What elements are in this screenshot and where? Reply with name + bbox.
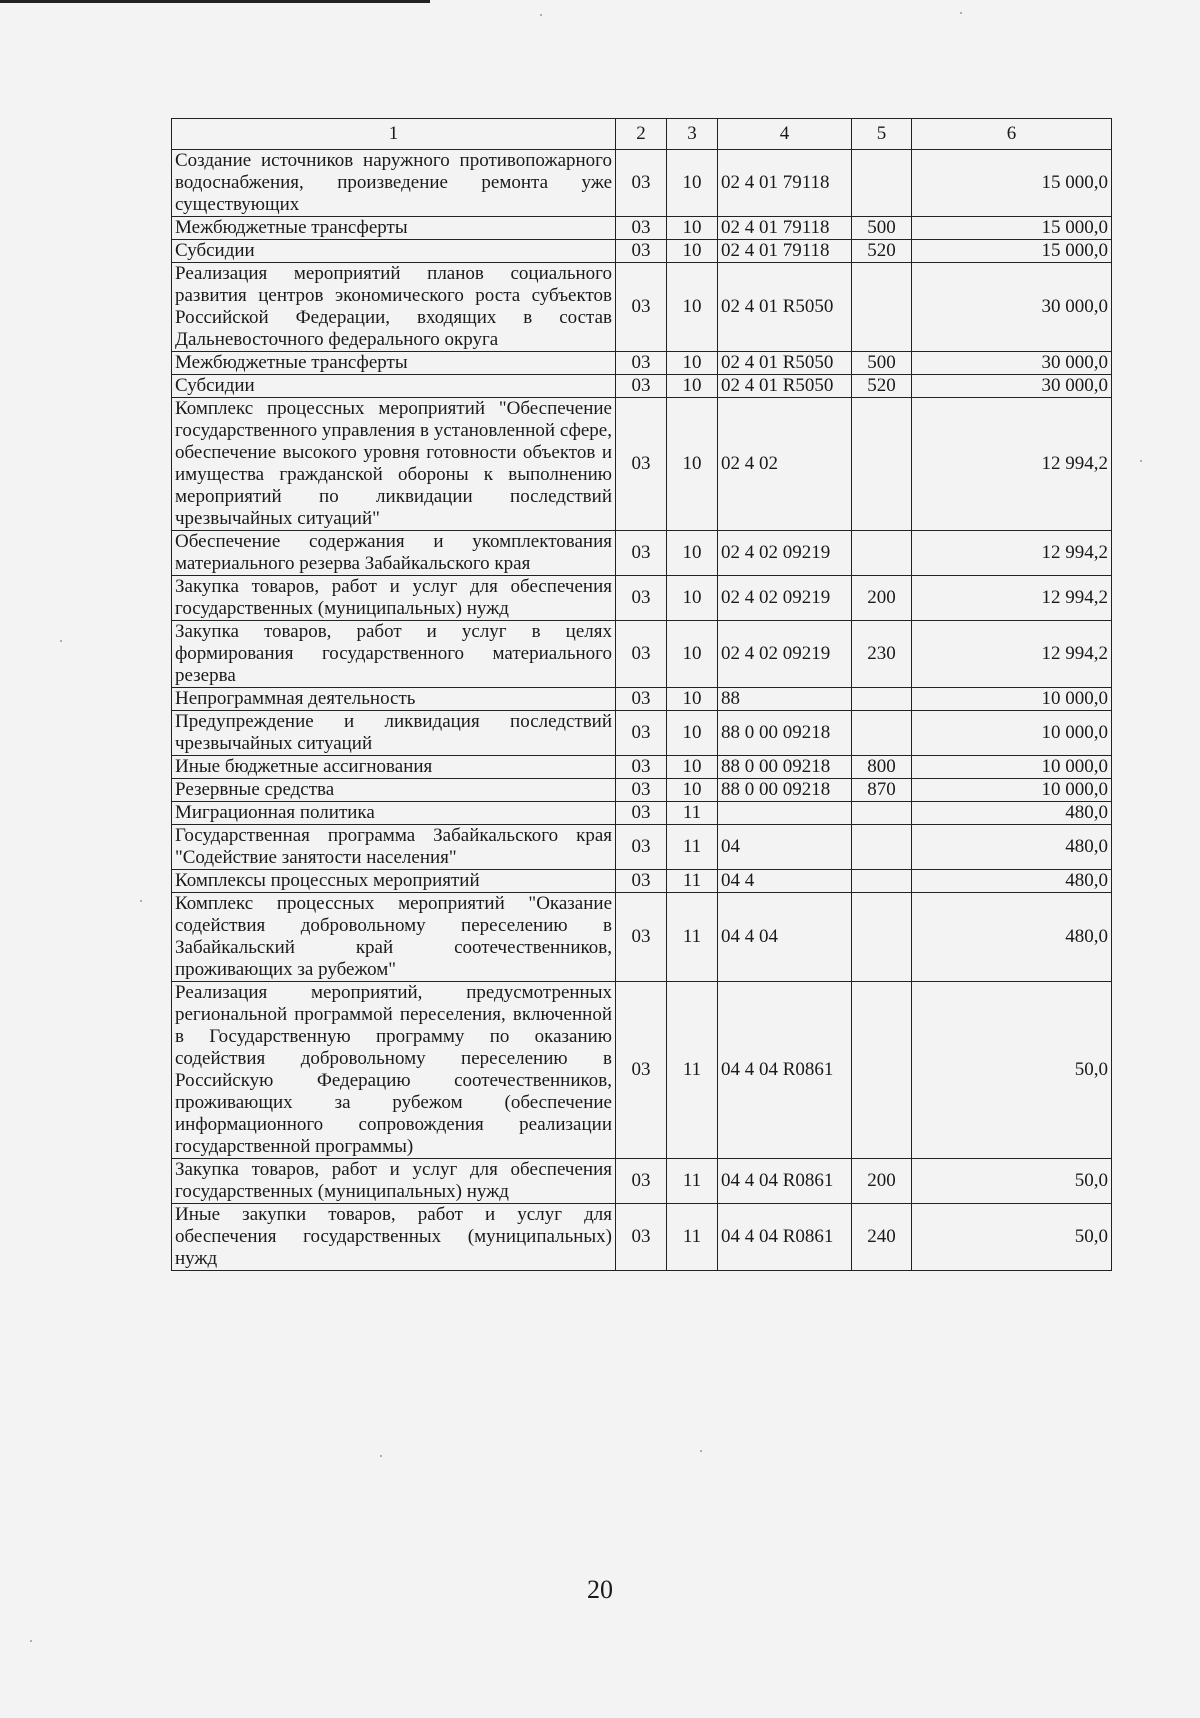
row-subsection: 10 — [667, 375, 718, 398]
header-cell-1: 1 — [172, 119, 616, 150]
table-row — [172, 352, 1112, 375]
row-section: 03 — [616, 263, 667, 352]
row-name: Комплекс процессных мероприятий "Оказание содействия добровольному переселению в Забайкальский край соотечественников, проживающих за рубежом" — [172, 893, 616, 982]
header-cell-6: 6 — [912, 119, 1112, 150]
row-subsection: 10 — [667, 240, 718, 263]
row-target-code: 02 4 02 — [718, 398, 852, 531]
row-name: Комплексы процессных мероприятий — [172, 870, 616, 893]
row-section: 03 — [616, 150, 667, 217]
table-row — [172, 802, 1112, 825]
row-name: Иные бюджетные ассигнования — [172, 756, 616, 779]
row-subsection: 11 — [667, 982, 718, 1159]
row-subsection: 11 — [667, 1204, 718, 1271]
row-section: 03 — [616, 893, 667, 982]
table-row — [172, 217, 1112, 240]
table-row — [172, 263, 1112, 352]
table-row — [172, 982, 1112, 1159]
row-expense-type — [852, 982, 912, 1159]
row-subsection: 11 — [667, 893, 718, 982]
scan-speck — [30, 1640, 32, 1642]
header-cell-4: 4 — [718, 119, 852, 150]
row-section: 03 — [616, 576, 667, 621]
row-expense-type — [852, 398, 912, 531]
row-section: 03 — [616, 621, 667, 688]
row-amount: 15 000,0 — [912, 217, 1112, 240]
row-amount: 50,0 — [912, 1159, 1112, 1204]
row-amount: 480,0 — [912, 825, 1112, 870]
row-name: Реализация мероприятий планов социального развития центров экономического роста субъектов Российской Федерации, входящих в состав Дальневосточного федерального округа — [172, 263, 616, 352]
budget-table — [171, 118, 1112, 1271]
scan-speck — [60, 640, 62, 642]
row-amount: 15 000,0 — [912, 240, 1112, 263]
row-amount: 480,0 — [912, 893, 1112, 982]
scan-speck — [700, 1450, 702, 1452]
row-expense-type — [852, 893, 912, 982]
row-target-code: 04 4 04 R0861 — [718, 982, 852, 1159]
header-cell-5: 5 — [852, 119, 912, 150]
table-row — [172, 711, 1112, 756]
scan-speck — [960, 12, 962, 14]
row-section: 03 — [616, 802, 667, 825]
table-row — [172, 870, 1112, 893]
row-expense-type — [852, 263, 912, 352]
row-expense-type: 800 — [852, 756, 912, 779]
row-name: Иные закупки товаров, работ и услуг для обеспечения государственных (муниципальных) нужд — [172, 1204, 616, 1271]
row-expense-type: 500 — [852, 352, 912, 375]
row-name: Непрограммная деятельность — [172, 688, 616, 711]
table-row — [172, 621, 1112, 688]
row-name: Закупка товаров, работ и услуг для обеспечения государственных (муниципальных) нужд — [172, 1159, 616, 1204]
row-subsection: 10 — [667, 779, 718, 802]
row-amount: 12 994,2 — [912, 398, 1112, 531]
row-name: Предупреждение и ликвидация последствий чрезвычайных ситуаций — [172, 711, 616, 756]
row-subsection: 11 — [667, 870, 718, 893]
row-expense-type — [852, 150, 912, 217]
row-section: 03 — [616, 217, 667, 240]
row-amount: 12 994,2 — [912, 576, 1112, 621]
row-name: Субсидии — [172, 375, 616, 398]
row-target-code: 02 4 01 79118 — [718, 150, 852, 217]
table-row — [172, 825, 1112, 870]
row-section: 03 — [616, 779, 667, 802]
row-name: Субсидии — [172, 240, 616, 263]
row-expense-type: 520 — [852, 240, 912, 263]
row-subsection: 10 — [667, 688, 718, 711]
row-subsection: 10 — [667, 756, 718, 779]
row-name: Закупка товаров, работ и услуг в целях формирования государственного материального резерва — [172, 621, 616, 688]
table-row — [172, 240, 1112, 263]
row-name: Государственная программа Забайкальского края "Содействие занятости населения" — [172, 825, 616, 870]
row-expense-type: 230 — [852, 621, 912, 688]
row-section: 03 — [616, 352, 667, 375]
page-number: 20 — [587, 1575, 613, 1604]
row-section: 03 — [616, 688, 667, 711]
row-target-code: 02 4 02 09219 — [718, 621, 852, 688]
row-expense-type: 200 — [852, 576, 912, 621]
row-section: 03 — [616, 982, 667, 1159]
row-expense-type — [852, 711, 912, 756]
table-row — [172, 1159, 1112, 1204]
row-subsection: 11 — [667, 825, 718, 870]
row-name: Межбюджетные трансферты — [172, 217, 616, 240]
row-target-code: 02 4 01 R5050 — [718, 263, 852, 352]
row-target-code: 02 4 02 09219 — [718, 531, 852, 576]
row-section: 03 — [616, 375, 667, 398]
row-expense-type: 520 — [852, 375, 912, 398]
row-section: 03 — [616, 711, 667, 756]
header-cell-3: 3 — [667, 119, 718, 150]
row-amount: 480,0 — [912, 802, 1112, 825]
table-row — [172, 398, 1112, 531]
row-expense-type: 240 — [852, 1204, 912, 1271]
row-name: Закупка товаров, работ и услуг для обеспечения государственных (муниципальных) нужд — [172, 576, 616, 621]
row-name: Комплекс процессных мероприятий "Обеспечение государственного управления в установленной сфере, обеспечение высокого уровня готовности объектов и имущества гражданской обороны к выполнению мероприятий по ликвидации последствий чрезвычайных ситуаций" — [172, 398, 616, 531]
row-name: Создание источников наружного противопожарного водоснабжения, произведение ремонта уже существующих — [172, 150, 616, 217]
row-subsection: 10 — [667, 531, 718, 576]
row-section: 03 — [616, 531, 667, 576]
row-expense-type — [852, 825, 912, 870]
row-expense-type — [852, 688, 912, 711]
row-name: Реализация мероприятий, предусмотренных региональной программой переселения, включенной в Государственную программу по оказанию содействия добровольному переселению в Российскую Федерацию соотечественников, проживающих за рубежом (обеспечение информационного сопровождения реализации государственной программы) — [172, 982, 616, 1159]
table-row — [172, 756, 1112, 779]
row-subsection: 10 — [667, 398, 718, 531]
row-name: Миграционная политика — [172, 802, 616, 825]
row-target-code: 02 4 01 79118 — [718, 240, 852, 263]
row-subsection: 10 — [667, 263, 718, 352]
table-row — [172, 893, 1112, 982]
row-name: Резервные средства — [172, 779, 616, 802]
scan-speck — [140, 900, 142, 902]
row-amount: 12 994,2 — [912, 531, 1112, 576]
table-row — [172, 779, 1112, 802]
row-amount: 50,0 — [912, 1204, 1112, 1271]
row-target-code: 04 4 04 — [718, 893, 852, 982]
row-amount: 10 000,0 — [912, 688, 1112, 711]
row-amount: 50,0 — [912, 982, 1112, 1159]
row-target-code: 88 0 00 09218 — [718, 756, 852, 779]
table-row — [172, 688, 1112, 711]
row-target-code: 88 0 00 09218 — [718, 779, 852, 802]
row-amount: 15 000,0 — [912, 150, 1112, 217]
row-target-code: 02 4 01 R5050 — [718, 352, 852, 375]
row-expense-type — [852, 870, 912, 893]
row-target-code: 88 — [718, 688, 852, 711]
row-subsection: 10 — [667, 576, 718, 621]
row-amount: 30 000,0 — [912, 352, 1112, 375]
row-expense-type: 500 — [852, 217, 912, 240]
row-subsection: 11 — [667, 802, 718, 825]
scan-top-edge — [0, 0, 430, 3]
row-subsection: 10 — [667, 711, 718, 756]
row-name: Межбюджетные трансферты — [172, 352, 616, 375]
row-target-code: 88 0 00 09218 — [718, 711, 852, 756]
table-row — [172, 1204, 1112, 1271]
row-section: 03 — [616, 398, 667, 531]
row-name: Обеспечение содержания и укомплектования материального резерва Забайкальского края — [172, 531, 616, 576]
row-target-code: 02 4 01 79118 — [718, 217, 852, 240]
row-amount: 30 000,0 — [912, 263, 1112, 352]
row-amount: 12 994,2 — [912, 621, 1112, 688]
row-amount: 30 000,0 — [912, 375, 1112, 398]
row-expense-type: 870 — [852, 779, 912, 802]
row-amount: 10 000,0 — [912, 756, 1112, 779]
row-subsection: 10 — [667, 352, 718, 375]
row-subsection: 10 — [667, 621, 718, 688]
header-row — [172, 119, 1112, 150]
scan-speck — [380, 1455, 382, 1457]
row-target-code: 02 4 01 R5050 — [718, 375, 852, 398]
header-cell-2: 2 — [616, 119, 667, 150]
row-expense-type — [852, 802, 912, 825]
scan-speck — [1140, 460, 1142, 462]
row-section: 03 — [616, 240, 667, 263]
table-row — [172, 375, 1112, 398]
row-target-code — [718, 802, 852, 825]
row-expense-type — [852, 531, 912, 576]
row-expense-type: 200 — [852, 1159, 912, 1204]
row-section: 03 — [616, 870, 667, 893]
row-subsection: 10 — [667, 150, 718, 217]
row-amount: 480,0 — [912, 870, 1112, 893]
row-target-code: 04 4 — [718, 870, 852, 893]
row-target-code: 04 — [718, 825, 852, 870]
row-subsection: 10 — [667, 217, 718, 240]
row-section: 03 — [616, 756, 667, 779]
row-amount: 10 000,0 — [912, 711, 1112, 756]
row-section: 03 — [616, 1204, 667, 1271]
table-row — [172, 531, 1112, 576]
row-target-code: 04 4 04 R0861 — [718, 1159, 852, 1204]
row-section: 03 — [616, 1159, 667, 1204]
table-row — [172, 150, 1112, 217]
row-section: 03 — [616, 825, 667, 870]
row-subsection: 11 — [667, 1159, 718, 1204]
row-amount: 10 000,0 — [912, 779, 1112, 802]
scan-speck — [540, 14, 542, 16]
row-target-code: 02 4 02 09219 — [718, 576, 852, 621]
table-row — [172, 576, 1112, 621]
row-target-code: 04 4 04 R0861 — [718, 1204, 852, 1271]
